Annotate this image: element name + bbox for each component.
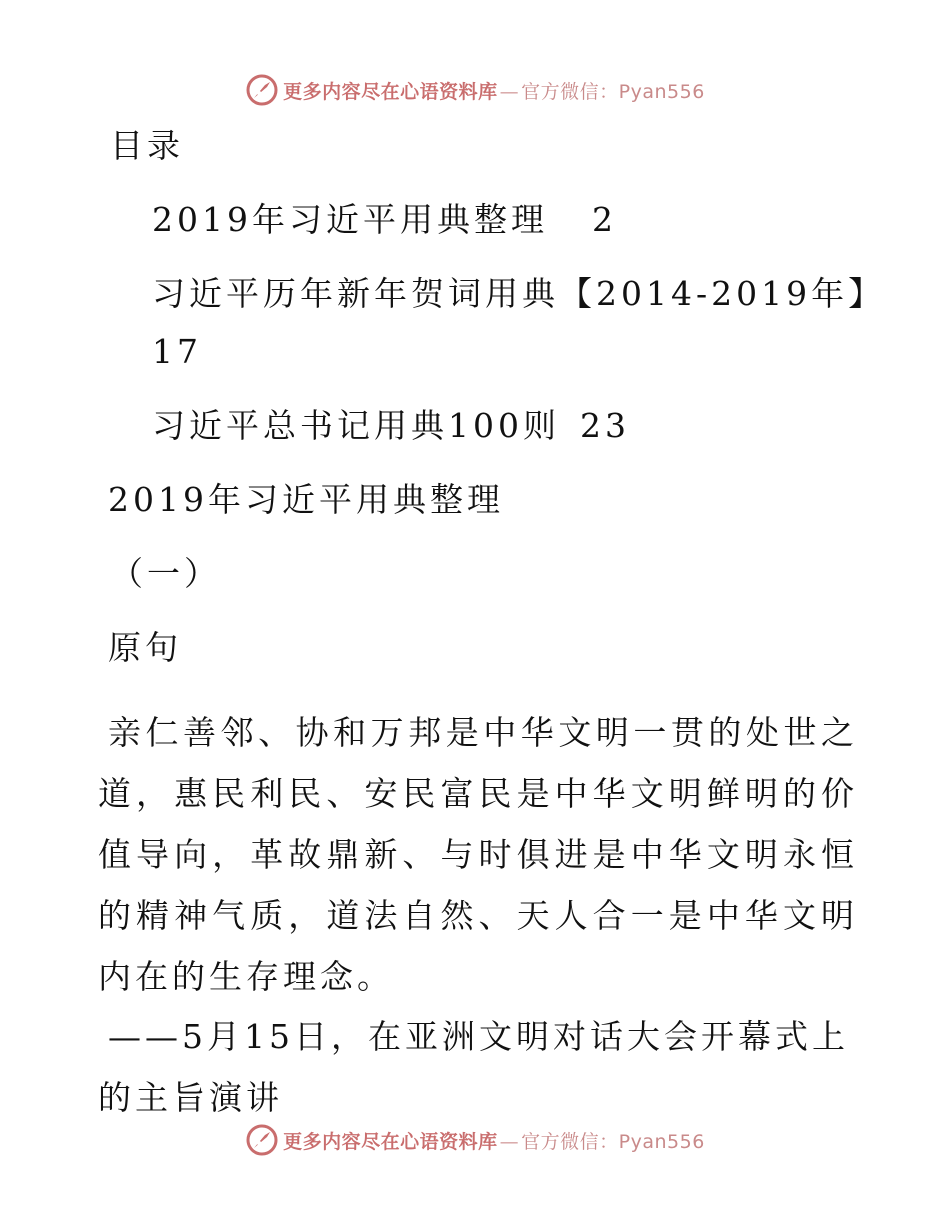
- pen-nib-logo-icon: [245, 1123, 279, 1157]
- toc-entry-page: 23: [580, 406, 630, 445]
- header-watermark: [0, 70, 950, 110]
- watermark-main-text: 更多内容尽在心语资料库: [283, 80, 498, 103]
- quote-source: ——5月15日，在亚洲文明对话大会开幕式上的主旨演讲: [98, 1017, 849, 1117]
- watermark-main-text: 更多内容尽在心语资料库: [283, 1130, 498, 1153]
- pen-nib-logo-icon: [245, 73, 279, 107]
- footer-watermark: [0, 1120, 950, 1160]
- toc-entry-1[interactable]: [152, 200, 617, 240]
- section-number: （一）: [110, 554, 221, 593]
- toc-entry-2-page-line: [152, 332, 202, 372]
- toc-title: 目录: [110, 126, 184, 165]
- watermark-dash: —: [499, 80, 520, 103]
- toc-entry-page: 17: [152, 332, 202, 371]
- watermark-wechat-text: 官方微信：Pyan556: [521, 80, 705, 103]
- section-title: 2019年习近平用典整理: [108, 480, 504, 519]
- toc-entry-3[interactable]: [152, 406, 630, 446]
- toc-entry-2[interactable]: [152, 274, 885, 314]
- toc-entry-label: 习近平总书记用典100则: [152, 406, 560, 445]
- quote-paragraph: 亲仁善邻、协和万邦是中华文明一贯的处世之道，惠民利民、安民富民是中华文明鲜明的价值导向，革故鼎新、与时俱进是中华文明永恒的精神气质，道法自然、天人合一是中华文明内在的生存理念。: [98, 713, 858, 996]
- toc-entry-label: 习近平历年新年贺词用典【2014-2019年】: [152, 274, 886, 313]
- section-subheading: 原句: [108, 628, 182, 667]
- watermark-wechat-text: 官方微信：Pyan556: [521, 1130, 705, 1153]
- toc-entry-page: 2: [591, 200, 617, 239]
- watermark-dash: —: [499, 1130, 520, 1153]
- toc-entry-label: 2019年习近平用典整理: [152, 200, 548, 239]
